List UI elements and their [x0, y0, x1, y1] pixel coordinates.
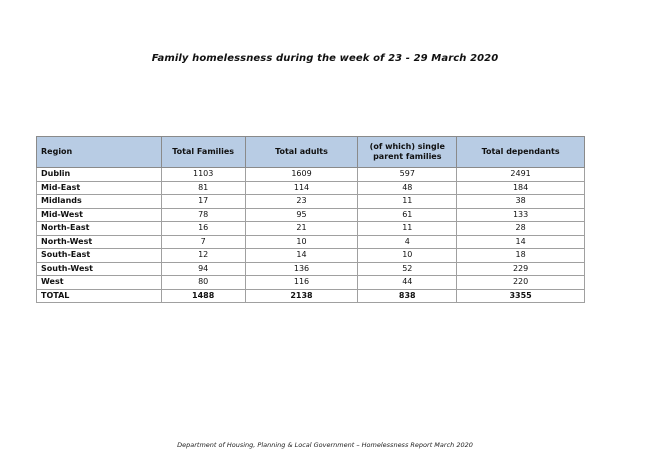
header-single-parent-families: (of which) single parent families [358, 137, 457, 168]
cell-region: South-East [37, 249, 162, 263]
header-total-adults: Total adults [245, 137, 358, 168]
cell-region: West [37, 276, 162, 290]
cell-total-families: 81 [161, 181, 245, 195]
page-footer: Department of Housing, Planning & Local Government – Homelessness Report March 2020 [177, 441, 473, 449]
cell-single-parent: 52 [358, 262, 457, 276]
table-row [37, 235, 585, 249]
cell-region: North-East [37, 222, 162, 236]
cell-total-adults: 23 [245, 195, 358, 209]
cell-total-adults: 136 [245, 262, 358, 276]
cell-total-families-sum: 1488 [161, 289, 245, 303]
cell-single-parent: 10 [358, 249, 457, 263]
cell-total-families: 12 [161, 249, 245, 263]
cell-total-families: 7 [161, 235, 245, 249]
cell-single-parent: 11 [358, 195, 457, 209]
header-total-dependants: Total dependants [457, 137, 585, 168]
table-row [37, 208, 585, 222]
cell-total-label: TOTAL [37, 289, 162, 303]
cell-region: Dublin [37, 168, 162, 182]
cell-total-dependants: 2491 [457, 168, 585, 182]
family-homelessness-table [36, 136, 585, 303]
cell-single-parent: 48 [358, 181, 457, 195]
cell-single-parent: 11 [358, 222, 457, 236]
cell-total-dependants: 220 [457, 276, 585, 290]
cell-single-parent: 61 [358, 208, 457, 222]
cell-total-families: 94 [161, 262, 245, 276]
cell-total-families: 17 [161, 195, 245, 209]
table-header-row [37, 137, 585, 168]
cell-region: Mid-West [37, 208, 162, 222]
cell-total-dependants: 229 [457, 262, 585, 276]
cell-total-dependants: 14 [457, 235, 585, 249]
cell-total-adults: 1609 [245, 168, 358, 182]
cell-single-parent: 4 [358, 235, 457, 249]
cell-total-families: 16 [161, 222, 245, 236]
cell-total-dependants: 28 [457, 222, 585, 236]
page-title: Family homelessness during the week of 23 - 29 March 2020 [151, 53, 499, 64]
cell-total-dependants: 133 [457, 208, 585, 222]
cell-total-families: 80 [161, 276, 245, 290]
cell-total-adults: 95 [245, 208, 358, 222]
table-row [37, 168, 585, 182]
cell-single-parent-sum: 838 [358, 289, 457, 303]
cell-region: South-West [37, 262, 162, 276]
cell-total-families: 78 [161, 208, 245, 222]
cell-total-adults: 10 [245, 235, 358, 249]
table-row [37, 249, 585, 263]
cell-single-parent: 44 [358, 276, 457, 290]
table-total-row [37, 289, 585, 303]
cell-total-dependants-sum: 3355 [457, 289, 585, 303]
cell-total-adults-sum: 2138 [245, 289, 358, 303]
cell-region: North-West [37, 235, 162, 249]
cell-total-adults: 14 [245, 249, 358, 263]
table-row [37, 262, 585, 276]
table-row [37, 276, 585, 290]
header-total-families: Total Families [161, 137, 245, 168]
cell-total-adults: 21 [245, 222, 358, 236]
cell-region: Midlands [37, 195, 162, 209]
cell-total-adults: 116 [245, 276, 358, 290]
cell-total-families: 1103 [161, 168, 245, 182]
cell-single-parent: 597 [358, 168, 457, 182]
cell-total-dependants: 18 [457, 249, 585, 263]
cell-total-adults: 114 [245, 181, 358, 195]
table-row [37, 181, 585, 195]
table-row [37, 195, 585, 209]
table-row [37, 222, 585, 236]
cell-total-dependants: 184 [457, 181, 585, 195]
header-region: Region [37, 137, 162, 168]
cell-total-dependants: 38 [457, 195, 585, 209]
cell-region: Mid-East [37, 181, 162, 195]
